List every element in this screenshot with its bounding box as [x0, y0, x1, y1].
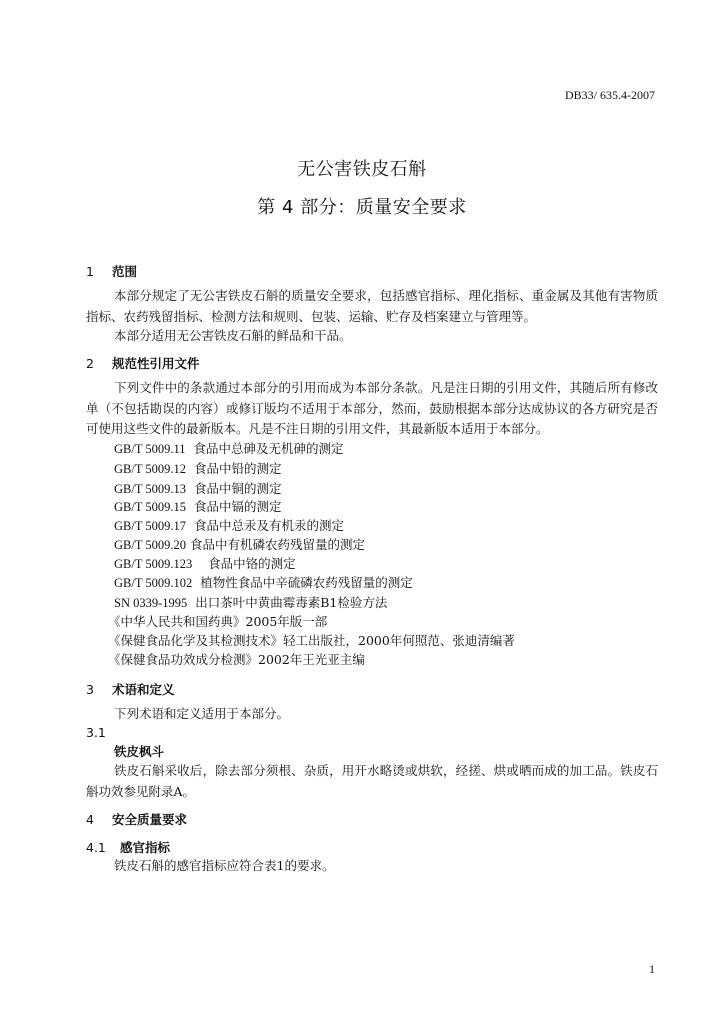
section-1-title: 范围 [112, 264, 138, 279]
reference-code: GB/T 5009.12 [114, 462, 186, 476]
reference-item [114, 439, 344, 457]
reference-item [114, 554, 296, 572]
subsection-4-1-title: 感官指标 [120, 840, 171, 855]
reference-title: 食品中总汞及有机汞的测定 [193, 518, 344, 533]
subsection-4-1-heading [86, 838, 170, 856]
section-1-heading [86, 262, 137, 280]
section-3-title: 术语和定义 [112, 682, 175, 697]
reference-code: SN 0339-1995 [114, 596, 188, 610]
reference-item [114, 573, 413, 591]
reference-title: 食品中有机磷农药残留量的测定 [189, 537, 365, 552]
document-title: 无公害铁皮石斛 [297, 159, 427, 180]
section-4-paragraph-1: 铁皮石斛的感官指标应符合表1的要求。 [114, 858, 335, 873]
reference-item [114, 593, 387, 611]
page-number: 1 [649, 962, 655, 976]
section-3-number: 3 [86, 682, 94, 697]
subsection-4-1-number: 4.1 [86, 840, 106, 855]
section-1-paragraph-2: 本部分适用无公害铁皮石斛的鲜品和干品。 [114, 328, 352, 343]
section-2-title: 规范性引用文件 [112, 356, 200, 371]
reference-code: GB/T 5009.13 [114, 482, 186, 496]
reference-item [114, 535, 365, 553]
section-4-number: 4 [86, 812, 94, 827]
reference-code: GB/T 5009.11 [114, 442, 186, 456]
reference-item [114, 516, 344, 534]
reference-title: 出口茶叶中黄曲霉毒素B1检验方法 [195, 595, 388, 610]
section-1-paragraph-1: 本部分规定了无公害铁皮石斛的质量安全要求，包括感官指标、理化指标、重金属及其他有害物质指标、农药残留指标、检测方法和规则、包装、运输、贮存及档案建立与管理等。 [86, 288, 658, 324]
term-definition: 铁皮石斛采收后，除去部分须根、杂质，用开水略烫或烘软，经搓、烘或晒而成的加工品。铁皮石斛功效参见附录A。 [86, 763, 658, 799]
reference-title: 食品中铅的测定 [193, 461, 282, 476]
reference-title: 食品中镉的测定 [193, 499, 282, 514]
reference-title: 食品中总砷及无机砷的测定 [193, 441, 344, 456]
section-2-number: 2 [86, 356, 94, 371]
reference-book: 《保健食品功效成分检测》2002年王光亚主编 [108, 652, 365, 667]
document-subtitle: 第 4 部分：质量安全要求 [257, 197, 467, 218]
section-2-heading [86, 354, 200, 372]
subsection-3-1-number: 3.1 [86, 725, 106, 740]
reference-title: 植物性食品中辛硫磷农药残留量的测定 [200, 575, 413, 590]
reference-code: GB/T 5009.123 [114, 557, 193, 571]
reference-item [114, 479, 281, 497]
reference-code: GB/T 5009.20 [114, 538, 186, 552]
reference-item [114, 497, 281, 515]
reference-book: 《中华人民共和国药典》2005年版一部 [108, 614, 328, 629]
section-4-heading [86, 810, 187, 828]
reference-code: GB/T 5009.17 [114, 519, 186, 533]
reference-code: GB/T 5009.15 [114, 500, 186, 514]
term-title: 铁皮枫斗 [114, 744, 165, 759]
section-4-title: 安全质量要求 [112, 812, 188, 827]
section-1-number: 1 [86, 264, 94, 279]
reference-code: GB/T 5009.102 [114, 576, 193, 590]
reference-title: 食品中铬的测定 [208, 556, 296, 571]
section-3-heading [86, 680, 175, 698]
document-code: DB33/ 635.4-2007 [565, 88, 655, 102]
reference-book: 《保健食品化学及其检测技术》轻工出版社，2000年何照范、张迪清编著 [108, 633, 515, 648]
reference-item [114, 459, 281, 477]
section-3-paragraph-1: 下列术语和定义适用于本部分。 [114, 706, 290, 721]
section-2-paragraph-1: 下列文件中的条款通过本部分的引用而成为本部分条款。凡是注日期的引用文件，其随后所有修改单（不包括勘误的内容）或修订版均不适用于本部分，然而，鼓励根据本部分达成协议的各方研究是否可使用这些文件的最新版本。凡是不注日期的引用文件，其最新版本适用于本部分。 [86, 380, 658, 436]
reference-title: 食品中铜的测定 [193, 481, 282, 496]
